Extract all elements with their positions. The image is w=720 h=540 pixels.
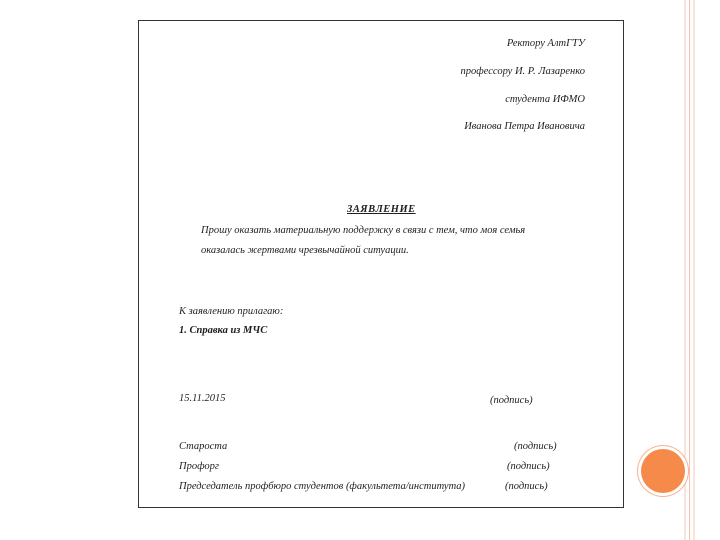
signature-placeholder-chairman: (подпись)	[505, 481, 548, 492]
date: 15.11.2015	[179, 393, 226, 404]
decorative-stripes	[684, 0, 720, 540]
body-line-1: Прошу оказать материальную поддержку в связи с тем, что моя семья	[201, 225, 526, 236]
document-title: ЗАЯВЛЕНИЕ	[347, 204, 416, 215]
signature-label-chairman: Председатель профбюро студентов (факультета/института)	[179, 481, 466, 492]
attachments-heading: К заявлению прилагаю:	[179, 306, 284, 317]
application-document	[138, 20, 624, 508]
signature-placeholder-starosta: (подпись)	[514, 441, 557, 452]
addressee-line-3: студента ИФМО	[505, 94, 585, 105]
addressee-line-4: Иванова Петра Ивановича	[464, 121, 585, 132]
decorative-orange-circle	[641, 449, 685, 493]
signature-placeholder-1: (подпись)	[490, 395, 533, 406]
signature-placeholder-proforg: (подпись)	[507, 461, 550, 472]
signature-label-starosta: Староста	[179, 441, 228, 452]
body-line-2: оказалась жертвами чрезвычайной ситуации.	[201, 245, 409, 256]
addressee-line-1: Ректору АлтГТУ	[506, 38, 585, 49]
attachment-item: 1. Справка из МЧС	[179, 325, 268, 336]
addressee-line-2: профессору И. Р. Лазаренко	[460, 66, 585, 77]
signature-label-proforg: Профорг	[179, 461, 219, 472]
